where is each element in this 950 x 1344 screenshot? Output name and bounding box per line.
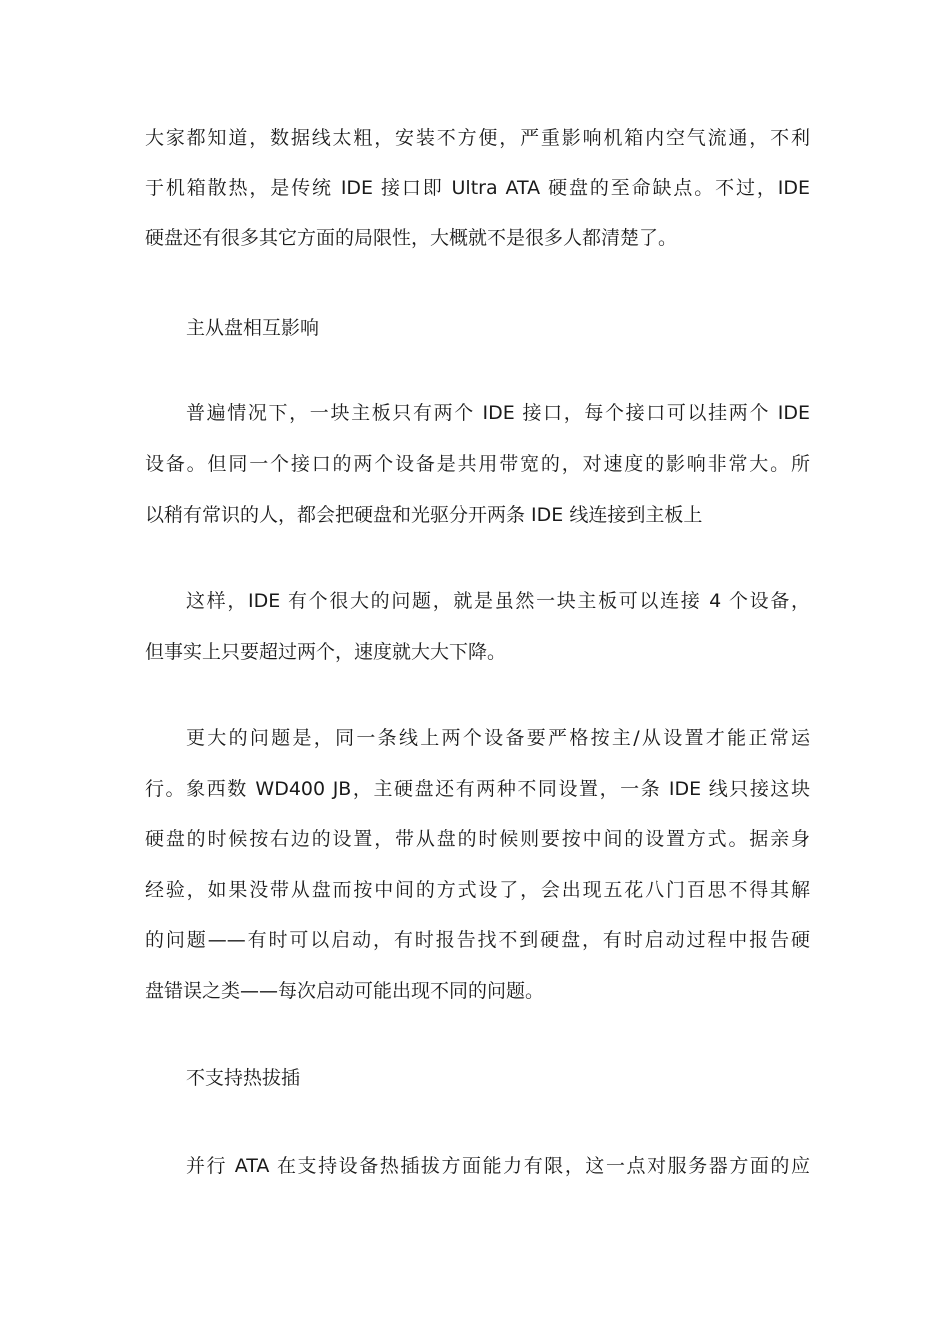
paragraph-4-line-2: 行。象西数 WD400 JB，主硬盘还有两种不同设置，一条 IDE 线只接这块 <box>145 778 810 800</box>
paragraph-4-line-6: 盘错误之类——每次启动可能出现不同的问题。 <box>145 980 545 1002</box>
paragraph-3-line-1: 这样，IDE 有个很大的问题，就是虽然一块主板可以连接 4 个设备， <box>186 590 810 612</box>
paragraph-4-line-1: 更大的问题是，同一条线上两个设备要严格按主/从设置才能正常运 <box>186 727 810 749</box>
paragraph-2-line-2: 设备。但同一个接口的两个设备是共用带宽的，对速度的影响非常大。所 <box>145 453 810 475</box>
paragraph-4-line-3: 硬盘的时候按右边的设置，带从盘的时候则要按中间的设置方式。据亲身 <box>145 828 810 850</box>
paragraph-4-line-4: 经验，如果没带从盘而按中间的方式设了，会出现五花八门百思不得其解 <box>145 879 810 901</box>
paragraph-1-line-3: 硬盘还有很多其它方面的局限性，大概就不是很多人都清楚了。 <box>145 227 678 249</box>
paragraph-1-line-2: 于机箱散热，是传统 IDE 接口即 Ultra ATA 硬盘的至命缺点。不过，IDE <box>145 177 810 199</box>
paragraph-2-line-1: 普遍情况下，一块主板只有两个 IDE 接口，每个接口可以挂两个 IDE <box>186 402 810 424</box>
paragraph-2-line-3: 以稍有常识的人，都会把硬盘和光驱分开两条 IDE 线连接到主板上 <box>145 504 703 526</box>
paragraph-1-line-1: 大家都知道，数据线太粗，安装不方便，严重影响机箱内空气流通，不利 <box>145 127 810 149</box>
paragraph-3-line-2: 但事实上只要超过两个，速度就大大下降。 <box>145 641 507 663</box>
section-heading-master-slave: 主从盘相互影响 <box>186 317 320 339</box>
section-heading-hot-plug: 不支持热拔插 <box>186 1067 301 1089</box>
paragraph-5-line-1: 并行 ATA 在支持设备热插拔方面能力有限，这一点对服务器方面的应 <box>186 1155 810 1177</box>
paragraph-4-line-5: 的问题——有时可以启动，有时报告找不到硬盘，有时启动过程中报告硬 <box>145 929 810 951</box>
